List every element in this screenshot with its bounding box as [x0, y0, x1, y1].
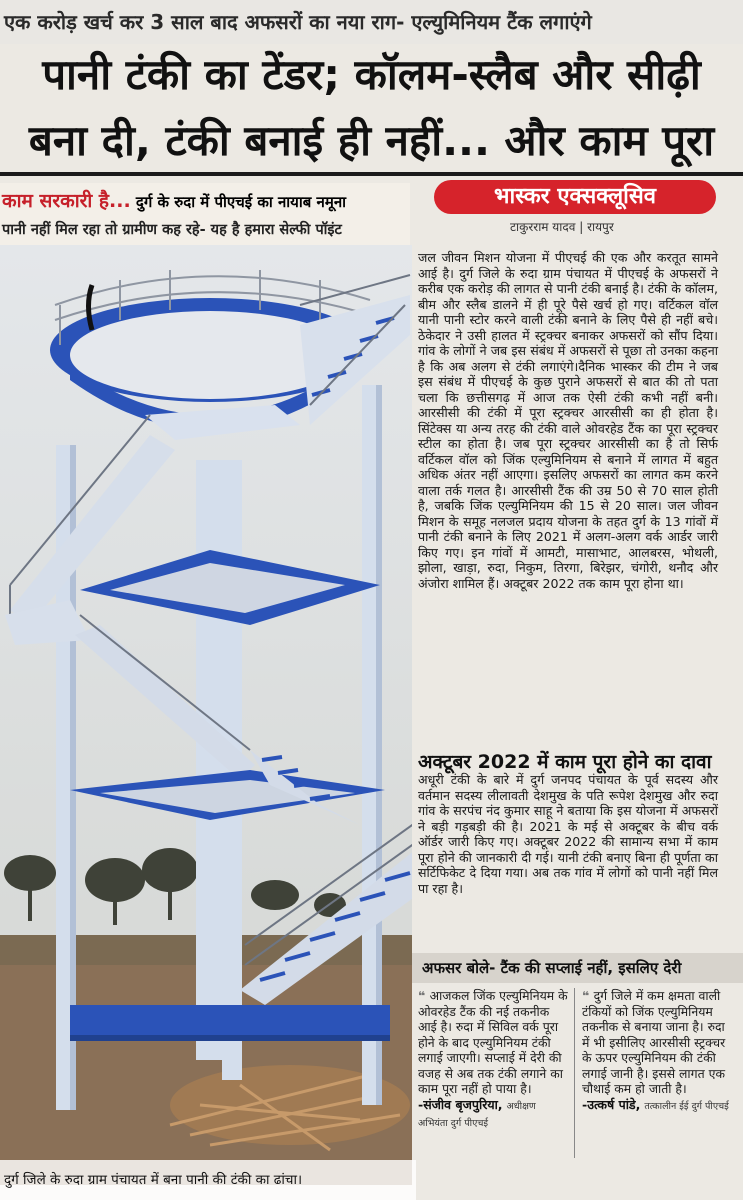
sub-deck-red-text: काम सरकारी है...	[2, 190, 131, 212]
water-tank-illustration	[0, 245, 412, 1185]
byline: टाकुरराम यादव | रायपुर	[510, 220, 614, 234]
article-body-2: अधूरी टंकी के बारे में दुर्ग जनपद पंचायत के पूर्व सदस्य और वर्तमान सदस्य लीलावती देशमुख के पति रूपेश देशमुख और रुदा गांव के सरपंच नंद कुमार साहू ने बताया कि इस योजना में अफसरों ने बड़ी गड़बड़ी की है। 2021 के मई से अक्टूबर के बीच वर्क ऑर्डर जारी किए गए। अक्टूबर 2022 की सामान्य सभा में काम पूरा होने की जानकारी दी गई। यानी टंकी बनाए बिना ही पूर्णता का सर्टिफिकेट दे दिया गया। अब तक गांव में लोगों को पानी नहीं मिल पा रहा है।	[418, 772, 718, 896]
sub-deck-line-1	[2, 187, 346, 213]
quote-utkarsh	[582, 988, 732, 1114]
headline-line-2: बना दी, टंकी बनाई ही नहीं... और काम पूरा	[28, 116, 715, 165]
quote-utkarsh-text: दुर्ग जिले में कम क्षमता वाली टंकियों को जिंक एल्युमिनियम तकनीक से बनाया जाना है। रुदा में भी इसीलिए आरसीसी स्ट्रक्चर के ऊपर एल्युमिनियम की टंकी लगाई जानी है। इससे लागत एक चौथाई कम हो जाती है।	[582, 988, 726, 1096]
quote-utkarsh-role: तत्कालीन ईई दुर्ग पीएचई	[644, 1100, 729, 1112]
article-subhead: अक्टूबर 2022 में काम पूरा होने का दावा	[418, 751, 712, 773]
quote-mark-icon: ❝	[418, 988, 430, 1003]
quote-sanjeev-text: आजकल जिंक एल्युमिनियम के ओवरहेड टैंक की नई तकनीक आई है। रुदा में सिविल वर्क पूरा होने के बाद एल्युमिनियम टंकी लगाई जाएगी। सप्लाई में देरी की वजह से अब तक टंकी लगाने का काम पूरा नहीं हो पाया है।	[418, 988, 568, 1096]
headline-rule	[0, 172, 743, 176]
kicker-headline: एक करोड़ खर्च कर 3 साल बाद अफसरों का नया राग- एल्युमिनियम टैंक लगाएंगे	[0, 0, 743, 44]
exclusive-badge: भास्कर एक्सक्लूसिव	[434, 180, 716, 214]
quote-sanjeev-role: अधीक्षण अभियंता दुर्ग पीएचई	[418, 1100, 536, 1129]
headline-line-1: पानी टंकी का टेंडर; कॉलम-स्लैब और सीढ़ी	[42, 50, 701, 99]
photo-caption: दुर्ग जिले के रुदा ग्राम पंचायत में बना पानी की टंकी का ढांचा।	[0, 1160, 416, 1200]
sub-deck	[0, 183, 410, 245]
quote-mark-icon: ❝	[582, 988, 594, 1003]
quote-sanjeev-name: -संजीव बृजपुरिया,	[418, 1096, 503, 1112]
sub-deck-line-2: पानी नहीं मिल रहा तो ग्रामीण कह रहे- यह है हमारा सेल्फी पॉइंट	[2, 222, 342, 238]
officials-box-header: अफसर बोले- टैंक की सप्लाई नहीं, इसलिए देरी	[412, 953, 743, 983]
sub-deck-text: दुर्ग के रुदा में पीएचई का नायाब नमूना	[130, 193, 347, 211]
article-body-1: जल जीवन मिशन योजना में पीएचई की एक और करतूत सामने आई है। दुर्ग जिले के रुदा ग्राम पंचायत में पीएचई के अफसरों ने करीब एक करोड़ की लागत से पानी टंकी बनाई है। टंकी के कॉलम, बीम और स्लैब डालने में ही पूरे पैसे खर्च हो गए। वर्टिकल वॉल यानी पानी स्टोर करने वाली टंकी बनाने के लिए पैसे ही नहीं बचे। ठेकेदार ने उसी हालत में स्ट्रक्चर बनाकर अफसरों को सौंप दिया। गांव के लोगों ने जब इस संबंध में अफसरों से पूछा तो उनका कहना है कि अब अलग से टंकी लगाएंगे।दैनिक भास्कर की टीम ने जब इस संबंध में पीएचई के कुछ पुराने अफसरों से बात की तो पता चला कि छत्तीसगढ़ में आज तक ऐसी टंकी कभी नहीं बनी। आरसीसी की टंकी में पूरा स्ट्रक्चर आरसीसी का ही होता है। सिंटेक्स या अन्य तरह की टंकी वाले ओवरहेड टैंक का पूरा स्ट्रक्चर स्टील का होता है। जब पूरा स्ट्रक्चर आरसीसी का है तो सिर्फ वर्टिकल वॉल को जिंक एल्युमिनियम से बनाने में लागत में बहुत अधिक अंतर नहीं आएगा। इसलिए अफसरों का लागत कम करने वाला तर्क गलत है। आरसीसी टैंक की उम्र 50 से 70 साल होती है, जबकि जिंक एल्युमिनियम की 15 से 20 साल। जल जीवन मिशन के समूह नलजल प्रदाय योजना के तहत दुर्ग के 13 गांवों में पानी टंकी बनाने के लिए 2021 में अलग-अलग वर्क आर्डर जारी किए गए। इन गांवों में आमटी, मासाभाट, आलबरस, भोथली, झोला, खाड़ा, रुदा, निकुम, तिरगा, बिरेझर, चंगोरी, थनौद और अंजोरा शामिल हैं। अक्टूबर 2022 तक काम पूरा होना था।	[418, 250, 718, 591]
quote-utkarsh-name: -उत्कर्ष पांडे,	[582, 1096, 641, 1112]
quote-sanjeev	[418, 988, 568, 1132]
quote-divider	[574, 988, 575, 1158]
water-tank-photo	[0, 245, 412, 1185]
